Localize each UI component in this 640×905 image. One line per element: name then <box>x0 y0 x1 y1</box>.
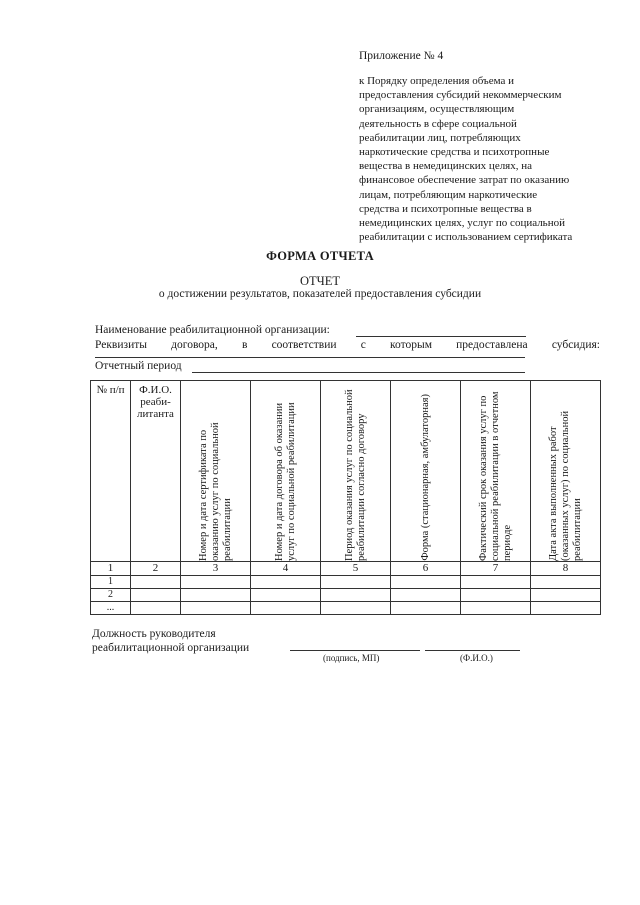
requisites-word: субсидия: <box>551 339 600 351</box>
table-cell[interactable] <box>181 589 251 602</box>
table-row <box>91 589 601 602</box>
appendix-line: организациям, осуществляющим <box>359 103 515 116</box>
requisites-field-line[interactable] <box>95 357 525 358</box>
header-cell-certificate: Номер и дата сертификата по оказанию услуг по социальной реабилитации <box>181 381 251 562</box>
requisites-word: с <box>360 339 366 351</box>
table-cell[interactable] <box>461 576 531 589</box>
appendix-line: реабилитации с использованием сертификата <box>359 231 573 244</box>
appendix-line: предоставления субсидий некоммерческим <box>359 89 562 102</box>
appendix-line: финансовое обеспечение затрат по оказанию <box>359 174 570 187</box>
table-cell[interactable] <box>321 576 391 589</box>
table-cell[interactable] <box>461 602 531 615</box>
fio-hint: (Ф.И.О.) <box>460 653 493 663</box>
appendix-line: реабилитации лиц, потребляющих <box>359 131 521 144</box>
header-cell-number: № п/п <box>91 381 131 562</box>
column-number: 4 <box>251 562 321 576</box>
column-number: 6 <box>391 562 461 576</box>
table-cell[interactable] <box>531 576 601 589</box>
appendix-line: деятельность в сфере социальной <box>359 117 517 130</box>
report-title: ОТЧЕТ <box>299 274 341 288</box>
table-cell[interactable] <box>131 589 181 602</box>
column-number: 2 <box>131 562 181 576</box>
form-title: ФОРМА ОТЧЕТА <box>266 249 374 263</box>
requisites-word: соответствии <box>271 339 337 351</box>
period-field-line[interactable] <box>192 372 525 373</box>
row-number: 2 <box>91 589 131 602</box>
table-cell[interactable] <box>131 576 181 589</box>
header-cell-fio: Ф.И.О. реаби- литанта <box>131 381 181 562</box>
period-label: Отчетный период <box>95 360 182 372</box>
table-cell[interactable] <box>391 602 461 615</box>
column-number: 3 <box>181 562 251 576</box>
head-position-line: реабилитационной организации <box>92 642 250 654</box>
org-name-field-line[interactable] <box>356 336 526 337</box>
header-cell-actual-term: Фактический срок оказания услуг по социальной реабилитации в отчетном периоде <box>461 381 531 562</box>
signature-hint: (подпись, МП) <box>323 653 380 663</box>
header-cell-form: Форма (стационарная, амбулаторная) <box>391 381 461 562</box>
table-cell[interactable] <box>321 589 391 602</box>
header-cell-period: Период оказания услуг по социальной реабилитации согласно договору <box>321 381 391 562</box>
signature-line[interactable] <box>290 650 420 651</box>
appendix-text <box>359 74 609 244</box>
report-table <box>90 380 601 615</box>
header-cell-act-date: Дата акта выполненных работ (оказанных услуг) по социальной реабилитации <box>531 381 601 562</box>
column-number-row <box>91 562 601 576</box>
table-header-row <box>91 381 601 562</box>
table-cell[interactable] <box>391 576 461 589</box>
requisites-word: которым <box>390 339 432 351</box>
table-cell[interactable] <box>251 576 321 589</box>
header-cell-contract: Номер и дата договора об оказании услуг по социальной реабилитации <box>251 381 321 562</box>
head-position-label <box>92 627 249 655</box>
fio-line[interactable] <box>425 650 520 651</box>
column-number: 5 <box>321 562 391 576</box>
requisites-label <box>95 339 600 351</box>
appendix-title: Приложение № 4 <box>359 50 444 62</box>
requisites-word: в <box>241 339 248 351</box>
requisites-word: Реквизиты <box>95 339 147 351</box>
appendix-line: немедицинских целях, услуг по социальной <box>359 217 565 230</box>
column-number: 1 <box>91 562 131 576</box>
table-cell[interactable] <box>181 602 251 615</box>
appendix-line: лицам, потребляющим наркотические <box>359 188 538 201</box>
row-number: ... <box>91 602 131 615</box>
table-cell[interactable] <box>251 589 321 602</box>
table-cell[interactable] <box>461 589 531 602</box>
org-name-label: Наименование реабилитационной организации: <box>95 324 330 336</box>
table-row <box>91 602 601 615</box>
appendix-line: вещества в немедицинских целях, на <box>359 160 533 173</box>
report-subtitle: о достижении результатов, показателей предоставления субсидии <box>158 288 482 300</box>
table-cell[interactable] <box>251 602 321 615</box>
appendix-line: к Порядку определения объема и <box>359 75 514 87</box>
table-cell[interactable] <box>181 576 251 589</box>
requisites-word: предоставлена <box>456 339 528 351</box>
table-cell[interactable] <box>131 602 181 615</box>
column-number: 8 <box>531 562 601 576</box>
table-cell[interactable] <box>531 589 601 602</box>
table-row <box>91 576 601 589</box>
head-position-line: Должность руководителя <box>92 628 216 640</box>
row-number: 1 <box>91 576 131 589</box>
appendix-line: наркотические средства и психотропные <box>359 146 550 159</box>
table-cell[interactable] <box>321 602 391 615</box>
appendix-line: средства и психотропные вещества в <box>359 202 532 215</box>
table-cell[interactable] <box>531 602 601 615</box>
table-cell[interactable] <box>391 589 461 602</box>
column-number: 7 <box>461 562 531 576</box>
requisites-word: договора, <box>171 339 218 351</box>
